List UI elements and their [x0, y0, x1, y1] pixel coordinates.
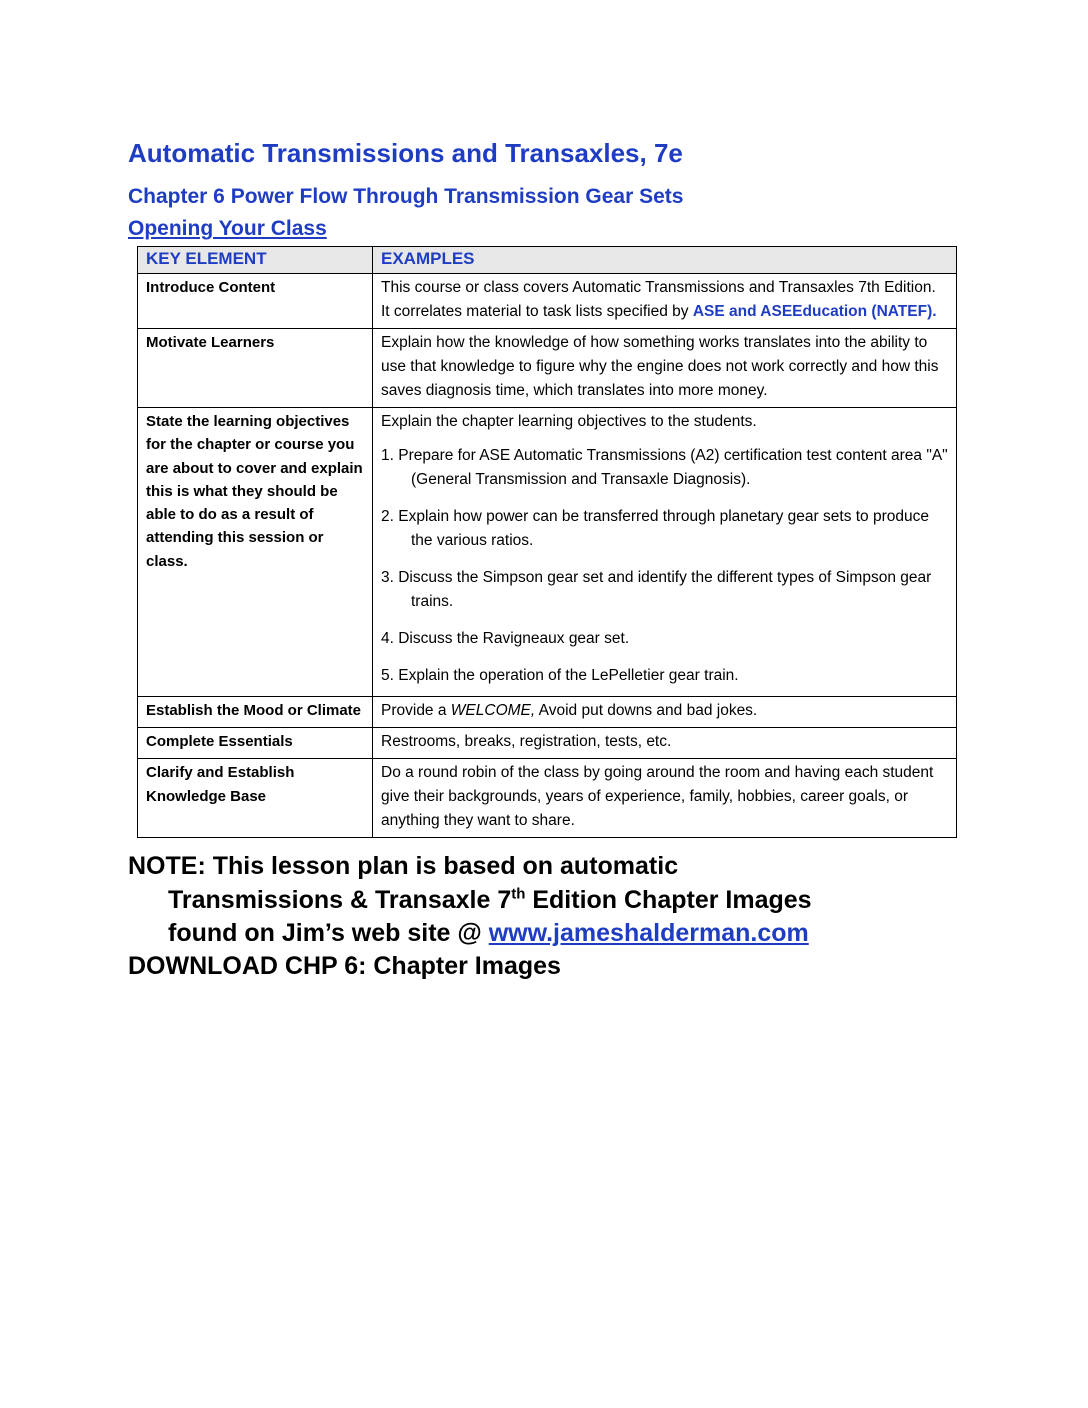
- note-block: [128, 850, 960, 983]
- example-cell: [373, 697, 957, 728]
- chapter-heading: Chapter 6 Power Flow Through Transmission Gear Sets: [128, 185, 684, 208]
- key-element-header: KEY ELEMENT: [138, 247, 373, 274]
- table-row: [138, 329, 957, 408]
- example-cell: Do a round robin of the class by going around the room and having each student give their backgrounds, years of experience, family, hobbies, career goals, or anything they want to share.: [373, 759, 957, 838]
- table-row: [138, 408, 957, 697]
- note-line-3: [168, 917, 960, 950]
- objective-item: 1. Prepare for ASE Automatic Transmissions (A2) certification test content area "A" (General Transmission and Transaxle Diagnosis).: [381, 447, 948, 489]
- note-line-2-text-after: Edition Chapter Images: [525, 885, 812, 914]
- key-element-cell: Motivate Learners: [138, 329, 373, 408]
- objective-item: 2. Explain how power can be transferred through planetary gear sets to produce the various ratios.: [381, 508, 929, 550]
- website-link[interactable]: www.jameshalderman.com: [488, 918, 809, 947]
- key-element-cell: Complete Essentials: [138, 728, 373, 759]
- objective-item: 4. Discuss the Ravigneaux gear set.: [381, 630, 630, 648]
- objective-item: 5. Explain the operation of the LePelletier gear train.: [381, 667, 739, 685]
- example-cell: Explain how the knowledge of how something works translates into the ability to use that knowledge to figure why the engine does not work correctly and how this saves diagnosis time, which translates into more money.: [373, 329, 957, 408]
- note-line-2: [168, 884, 960, 917]
- document-title: Automatic Transmissions and Transaxles, 7e: [128, 138, 683, 168]
- section-heading: Opening Your Class: [128, 217, 327, 240]
- welcome-italic: WELCOME,: [450, 702, 536, 720]
- example-text: Provide a: [381, 702, 451, 720]
- objective-item: 3. Discuss the Simpson gear set and identify the different types of Simpson gear trains.: [381, 569, 932, 611]
- note-line-3-text: found on Jim’s web site @: [168, 918, 489, 947]
- note-line-4: DOWNLOAD CHP 6: Chapter Images: [128, 952, 561, 981]
- objectives-intro: Explain the chapter learning objectives to the students.: [381, 413, 757, 431]
- example-cell: [373, 408, 957, 697]
- note-line-1: NOTE: This lesson plan is based on automatic: [128, 852, 679, 881]
- key-element-cell: Clarify and Establish Knowledge Base: [138, 759, 373, 838]
- example-text: This course or class covers Automatic Transmissions and Transaxles 7th Edition. It correlates material to task lists specified by: [381, 279, 936, 321]
- table-row: [138, 728, 957, 759]
- examples-header: EXAMPLES: [373, 247, 957, 274]
- key-element-cell: Introduce Content: [138, 274, 373, 329]
- note-line-2-text: Transmissions & Transaxle 7: [168, 885, 512, 914]
- table-row: [138, 759, 957, 838]
- ordinal-superscript: th: [511, 885, 526, 903]
- key-element-cell: State the learning objectives for the chapter or course you are about to cover and explain this is what they should be able to do as a result of attending this session or class.: [138, 408, 373, 697]
- table-row: [138, 274, 957, 329]
- example-cell: [373, 274, 957, 329]
- example-text: Avoid put downs and bad jokes.: [535, 702, 758, 720]
- example-cell: Restrooms, breaks, registration, tests, etc.: [373, 728, 957, 759]
- key-element-cell: Establish the Mood or Climate: [138, 697, 373, 728]
- table-row: [138, 697, 957, 728]
- ase-natef-highlight: ASE and ASEEducation (NATEF).: [692, 303, 937, 321]
- table-header-row: [138, 247, 957, 274]
- lesson-plan-table: [137, 246, 957, 838]
- document-page: [128, 138, 960, 983]
